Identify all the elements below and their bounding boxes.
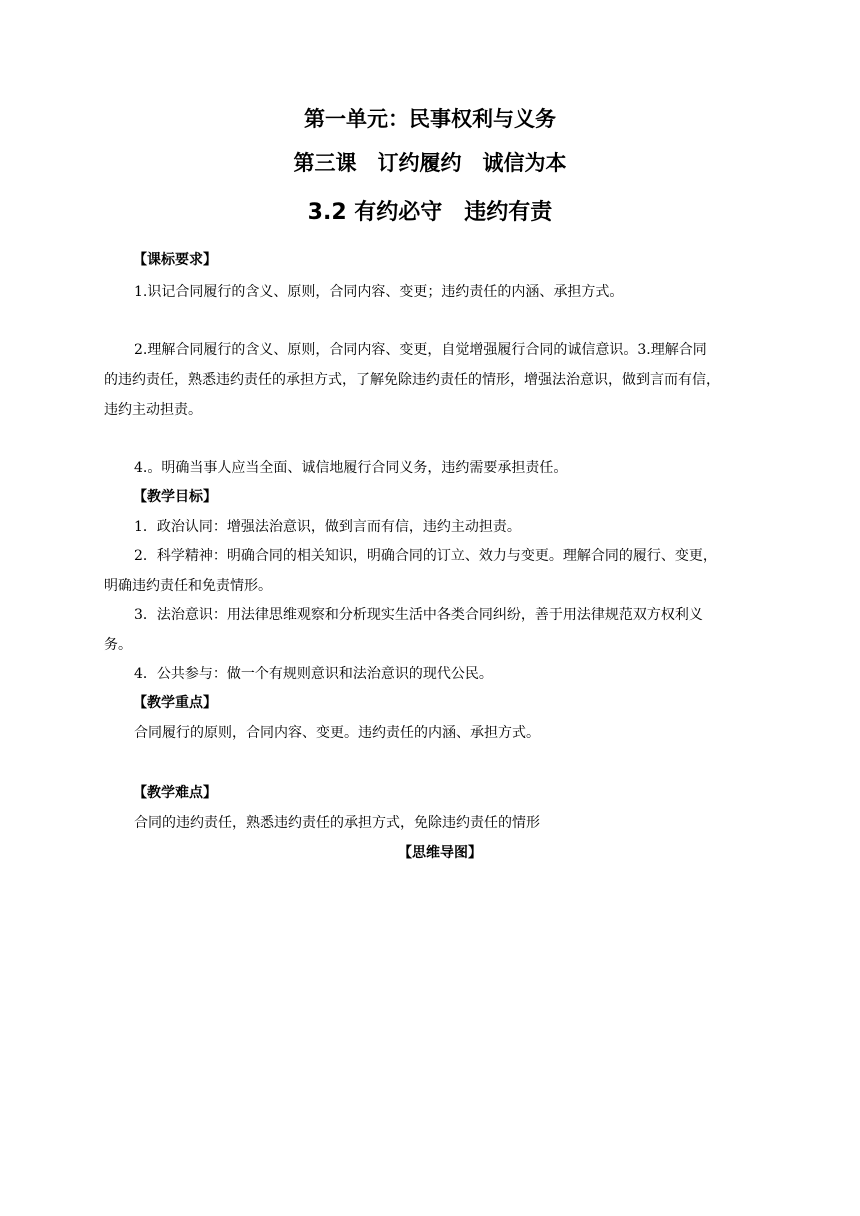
- key-points-text: 合同履行的原则，合同内容、变更。违约责任的内涵、承担方式。: [134, 725, 540, 741]
- lesson-title: 第三课 订约履约 诚信为本: [293, 151, 567, 175]
- goal-3-line-1: 3．法治意识：用法律思维观察和分析现实生活中各类合同纠纷，善于用法律规范双方权利义: [134, 607, 703, 623]
- curriculum-item-1: 1.识记合同履行的含义、原则，合同内容、变更；违约责任的内涵、承担方式。: [134, 284, 624, 300]
- goal-2-line-2: 明确违约责任和免责情形。: [104, 578, 272, 594]
- goal-1: 1．政治认同：增强法治意识，做到言而有信，违约主动担责。: [134, 519, 521, 535]
- difficulties-heading: 【教学难点】: [133, 785, 217, 801]
- goal-4: 4．公共参与：做一个有规则意识和法治意识的现代公民。: [134, 666, 493, 682]
- curriculum-item-2-line-3: 违约主动担责。: [104, 402, 202, 418]
- section-title: 3.2 有约必守 违约有责: [307, 200, 553, 225]
- curriculum-item-4: 4.。明确当事人应当全面、诚信地履行合同义务，违约需要承担责任。: [134, 460, 568, 476]
- goals-heading: 【教学目标】: [133, 489, 217, 505]
- difficulties-text: 合同的违约责任，熟悉违约责任的承担方式，免除违约责任的情形: [134, 815, 540, 831]
- curriculum-item-2-line-2: 的违约责任，熟悉违约责任的承担方式，了解免除违约责任的情形，增强法治意识，做到言而有信，: [104, 372, 720, 388]
- curriculum-item-2-line-1: 2.理解合同履行的含义、原则，合同内容、变更，自觉增强履行合同的诚信意识。3.理解合同: [134, 342, 707, 358]
- curriculum-heading: 【课标要求】: [133, 252, 217, 268]
- goal-3-line-2: 务。: [104, 637, 132, 653]
- mind-map-heading: 【思维导图】: [398, 845, 482, 861]
- goal-2-line-1: 2．科学精神：明确合同的相关知识，明确合同的订立、效力与变更。理解合同的履行、变更，: [134, 548, 717, 564]
- key-points-heading: 【教学重点】: [133, 695, 217, 711]
- unit-title: 第一单元：民事权利与义务: [304, 107, 556, 131]
